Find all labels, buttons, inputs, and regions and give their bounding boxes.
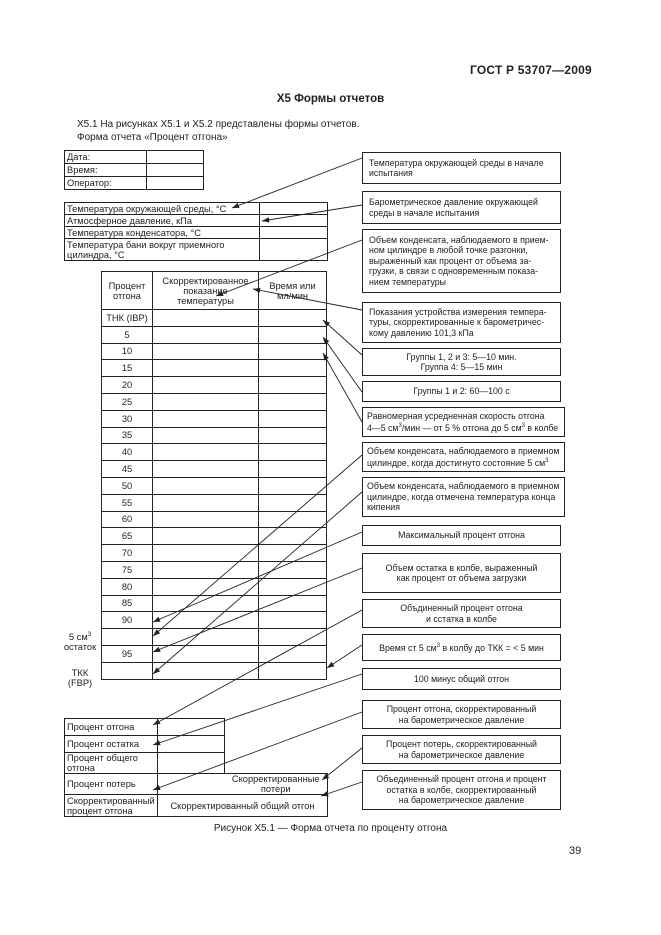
annotation-rate-line-2a: 4—5 см bbox=[367, 422, 399, 433]
leader-1 bbox=[232, 158, 362, 208]
row-percent: 35 bbox=[102, 427, 153, 444]
intro-line-1: Х5.1 На рисунках Х5.1 и Х5.2 представлены формы отчетов. bbox=[77, 119, 360, 130]
date-label: Дата: bbox=[65, 151, 147, 164]
annotation-temperature-line-3: кому давлению 101,3 кПа bbox=[369, 327, 474, 338]
summary-loss-label: Процент потерь bbox=[65, 774, 158, 795]
annotation-5ml-line-2: цилиндре, когда достигнуто состояние 5 см bbox=[367, 457, 546, 468]
row-percent: 85 bbox=[102, 595, 153, 612]
summary-corrected-line-2: процент отгона bbox=[67, 805, 133, 816]
annotation-corrected-recovery-line-1: Процент отгона, скорректированный bbox=[386, 704, 537, 714]
annotation-5ml-sup: 3 bbox=[545, 458, 549, 465]
time-label: Время: bbox=[65, 164, 147, 177]
annotation-time-b: в колбу до ТКК = < 5 мин bbox=[440, 643, 544, 654]
annotation-ambient-temp-line-1: Температура окружающей среды в начале bbox=[369, 157, 544, 168]
summary-total-line-1: Процент общего bbox=[67, 753, 138, 763]
header-percent: Процент отгона bbox=[102, 272, 153, 310]
leader-6 bbox=[323, 337, 362, 392]
leader-17 bbox=[321, 782, 362, 796]
annotation-time-a: Время ст 5 см bbox=[379, 643, 437, 654]
leader-12 bbox=[153, 610, 362, 725]
annotation-groups-line-1: Группы 1, 2 и 3: 5—10 мин. bbox=[406, 351, 517, 362]
leader-3 bbox=[216, 240, 362, 296]
annotation-condensate-line-1: Объем конденсата, наблюдаемого в прием- bbox=[369, 234, 549, 245]
annotation-temperature-line-2: туры, скорректированные к барометричес- bbox=[369, 317, 545, 328]
annotation-corrected-total-line-1: Объединенный процент отгона и процент bbox=[376, 774, 547, 785]
leader-4 bbox=[253, 289, 362, 310]
annotation-condensate-line-3: выраженный как процент от объема за- bbox=[369, 255, 532, 266]
leader-13 bbox=[327, 645, 362, 668]
annotation-corrected-total-line-3: на барометрическое давление bbox=[398, 795, 525, 806]
row-percent: 30 bbox=[102, 410, 153, 427]
fbp-label-text: ТКК bbox=[71, 668, 89, 678]
annotation-corrected-loss-line-1: Процент потерь, скорректированный bbox=[386, 739, 537, 749]
annotation-5ml-line-1: Объем конденсата, наблюдаемого в приемном bbox=[367, 445, 560, 456]
row-percent: 65 bbox=[102, 528, 153, 545]
leader-15 bbox=[153, 712, 362, 790]
row-percent: 10 bbox=[102, 343, 153, 360]
header-time: Время или мл/мин bbox=[259, 272, 327, 310]
row-percent: 95 bbox=[102, 645, 153, 662]
row-percent: 45 bbox=[102, 461, 153, 478]
annotation-rate-line-1: Равномерная усредненная скорость отгона bbox=[367, 410, 545, 421]
row-percent: 75 bbox=[102, 561, 153, 578]
leader-2 bbox=[262, 205, 362, 221]
standard-number: ГОСТ Р 53707—2009 bbox=[470, 63, 592, 77]
annotation-loss-text: 100 минус общий отгон bbox=[413, 673, 510, 684]
annotation-groups-seconds-text: Группы 1 и 2: 60—100 с bbox=[413, 386, 510, 397]
row-percent: 60 bbox=[102, 511, 153, 528]
corrected-losses-line-1: Скорректированные bbox=[231, 774, 320, 784]
corrected-losses-line-2: потери bbox=[260, 784, 291, 794]
annotation-rate-sup-1: 3 bbox=[398, 423, 402, 430]
figure-caption: Рисунок Х5.1 — Форма отчета по проценту отгона bbox=[213, 823, 448, 834]
annotation-rate-sup-2: 3 bbox=[521, 423, 525, 430]
summary-corrected-line-1: Скорректированный bbox=[67, 795, 155, 806]
page-number: 39 bbox=[569, 845, 582, 857]
leader-11 bbox=[153, 568, 362, 652]
row-percent: 70 bbox=[102, 545, 153, 562]
operator-label: Оператор: bbox=[65, 177, 147, 190]
summary-recovery-label: Процент отгона bbox=[65, 719, 158, 736]
row-percent: 40 bbox=[102, 444, 153, 461]
annotation-fbp-line-3: кипения bbox=[367, 502, 400, 513]
row-percent: 15 bbox=[102, 360, 153, 377]
row-percent: 5 bbox=[102, 326, 153, 343]
leader-16 bbox=[322, 748, 362, 780]
row-percent: 20 bbox=[102, 377, 153, 394]
annotation-corrected-total-line-2: остатка в колбе, скорректированный bbox=[386, 784, 537, 795]
section-title: Х5 Формы отчетов bbox=[276, 93, 385, 105]
annotation-fbp-line-2: цилиндре, когда отмечена температура конца bbox=[367, 491, 556, 502]
ambient-temp-label: Температура окружающей среды, °С bbox=[65, 203, 260, 215]
summary-total-line-2: отгона bbox=[67, 763, 95, 773]
row-percent: 55 bbox=[102, 494, 153, 511]
residue-label-text-2: остаток bbox=[63, 642, 97, 653]
annotation-rate-line-2b: /мин — от 5 % отгона до 5 см bbox=[401, 422, 522, 433]
row-percent: 80 bbox=[102, 578, 153, 595]
annotation-condensate-line-4: грузки, в связи с одновременным показа- bbox=[369, 266, 539, 277]
annotation-residue-line-2: как процент от объема загрузки bbox=[396, 573, 527, 583]
annotation-ambient-temp-line-2: испытания bbox=[369, 168, 413, 178]
bath-temp-line-2: цилиндра, °С bbox=[67, 249, 125, 260]
fbp-label-text-2: (FBP) bbox=[67, 678, 93, 688]
row-percent: ТНК (IBP) bbox=[102, 310, 153, 327]
annotation-groups-line-2: Группа 4: 5—15 мин bbox=[420, 362, 503, 372]
residue-label-text: 5 см bbox=[68, 632, 88, 643]
annotation-combined-line-1: Объдиненный процент отгона bbox=[400, 603, 523, 613]
annotation-condensate-line-5: нием температуры bbox=[369, 276, 446, 287]
leader-7 bbox=[323, 353, 362, 422]
annotation-corrected-recovery-line-2: на барометрическое давление bbox=[398, 714, 525, 725]
row-percent: 50 bbox=[102, 477, 153, 494]
header-temperature: Скорректированное показание температуры bbox=[153, 272, 259, 310]
condenser-temp-label: Температура конденсатора, °С bbox=[65, 227, 260, 239]
annotation-time-sup: 3 bbox=[436, 643, 440, 650]
residue-label-sup: 3 bbox=[87, 632, 92, 638]
annotation-residue-line-1: Объем остатка в колбе, выраженный bbox=[385, 562, 538, 573]
row-percent: 90 bbox=[102, 612, 153, 629]
intro-line-2: Форма отчета «Процент отгона» bbox=[77, 132, 228, 143]
annotation-combined-line-2: и сстатка в колбе bbox=[426, 613, 497, 624]
pressure-label: Атмосферное давление, кПа bbox=[65, 215, 260, 227]
bath-temp-line-1: Температура бани вокруг приемного bbox=[67, 239, 225, 250]
annotation-corrected-loss-line-2: на барометрическое давление bbox=[398, 749, 525, 760]
annotation-fbp-line-1: Объем конденсата, наблюдаемого в приемном bbox=[367, 481, 560, 492]
annotation-rate-line-2c: в колбе bbox=[524, 422, 559, 433]
annotation-pressure-line-2: среды в начале испытания bbox=[369, 207, 480, 218]
leader-9 bbox=[153, 492, 362, 674]
summary-residue-label: Процент остатка bbox=[65, 736, 158, 753]
annotation-pressure-line-1: Барометрическое давление окружающей bbox=[369, 197, 538, 207]
annotation-temperature-line-1: Показания устройства измерения темпера- bbox=[369, 306, 547, 317]
annotation-max-recovery-text: Максимальный процент отгона bbox=[398, 530, 525, 541]
annotation-condensate-line-2: ном цилиндре в любой точке разгонки, bbox=[369, 245, 528, 256]
corrected-total-label: Скорректированный общий отгон bbox=[158, 795, 328, 817]
leader-14 bbox=[153, 674, 362, 745]
leader-5 bbox=[323, 320, 362, 355]
row-percent: 25 bbox=[102, 393, 153, 410]
